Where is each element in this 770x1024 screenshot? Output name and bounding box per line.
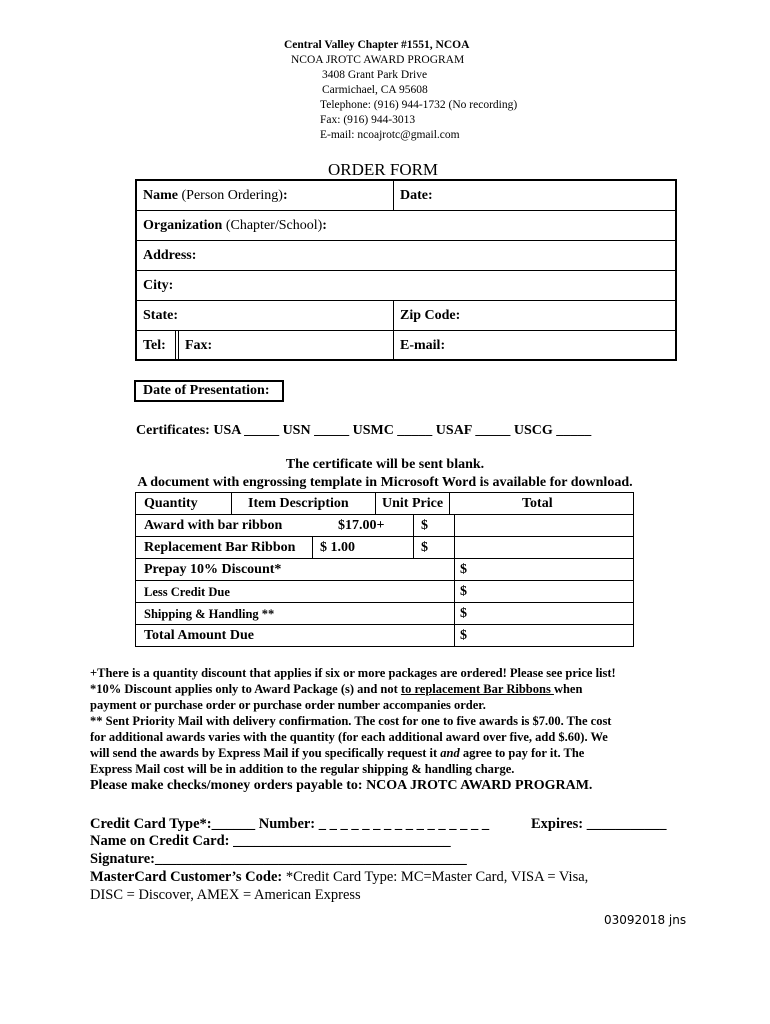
fax-number: Fax: (916) 944-3013 (320, 114, 416, 126)
shipping-note-3 (90, 745, 584, 762)
divider (175, 331, 176, 359)
table-row-item: Replacement Bar Ribbon (144, 540, 296, 555)
city-field[interactable]: City: (143, 278, 174, 293)
quantity-discount-note: +There is a quantity discount that applies if six or more packages are ordered! Please see price list! (90, 666, 616, 680)
document-id: 03092018 jns (604, 913, 687, 927)
payable-note: Please make checks/money orders payable to: NCOA JROTC AWARD PROGRAM. (90, 778, 593, 793)
colon: : (282, 188, 288, 203)
card-type-legend: *Credit Card Type: MC=Master Card, VISA = Visa, (282, 869, 589, 885)
name-hint: (Person Ordering) (181, 188, 283, 203)
table-row-price: $ 1.00 (320, 540, 355, 555)
credit-row-label: Less Credit Due (144, 585, 230, 599)
organization-row (137, 211, 675, 241)
tel-field[interactable]: Tel: (143, 338, 166, 353)
state-zip-row (137, 301, 675, 331)
expires-field[interactable]: Expires: ___________ (531, 816, 667, 832)
total-row-total[interactable]: $ (460, 628, 467, 643)
organization-field[interactable] (137, 211, 675, 240)
table-row-total[interactable]: $ (421, 540, 428, 555)
address-field[interactable]: Address: (143, 248, 197, 263)
discount-note-underlined: to replacement Bar Ribbons (400, 682, 554, 696)
name-field[interactable] (137, 181, 392, 210)
discount-row-label: Prepay 10% Discount* (144, 562, 282, 577)
signature-field[interactable]: Signature:___________________________________________ (90, 851, 467, 867)
template-download-notice: A document with engrossing template in Microsoft Word is available for download. (137, 475, 633, 490)
table-row-price: $17.00+ (338, 518, 385, 533)
credit-card-type-line[interactable]: Credit Card Type*:______ Number: _ _ _ _ _ _ _ _ _ _ _ _ _ _ _ _ (90, 816, 490, 832)
mastercard-code-label: MasterCard Customer’s Code: (90, 869, 283, 885)
program-name: NCOA JROTC AWARD PROGRAM (291, 54, 465, 66)
discount-note (90, 681, 582, 698)
discount-note-text: when (553, 682, 583, 696)
shipping-note-italic: and (440, 746, 460, 760)
zip-field[interactable]: Zip Code: (400, 308, 461, 323)
mastercard-code-line (90, 868, 588, 887)
name-date-row (137, 181, 675, 211)
contact-row (137, 331, 675, 359)
organization-hint: (Chapter/School) (225, 218, 323, 233)
fax-field[interactable]: Fax: (185, 338, 213, 353)
email-address: E-mail: ncoajrotc@gmail.com (320, 129, 460, 141)
certificates-line: Certificates: USA _____ USN _____ USMC _____ USAF _____ USCG _____ (136, 423, 592, 438)
name-label: Name (143, 188, 178, 203)
shipping-row-label: Shipping & Handling ** (144, 607, 275, 621)
name-on-card-field[interactable]: Name on Credit Card: ______________________________ (90, 833, 451, 849)
shipping-note-2: for additional awards varies with the quantity (for each additional award over five, add $.60). We (90, 730, 608, 744)
blank-certificate-notice: The certificate will be sent blank. (285, 457, 485, 472)
price-table (135, 492, 634, 647)
discount-note-cont: payment or purchase order or purchase order number accompanies order. (90, 698, 486, 712)
table-row-total[interactable]: $ (421, 518, 428, 533)
header-unit-price: Unit Price (382, 496, 444, 511)
header-quantity: Quantity (144, 496, 198, 511)
credit-row-total[interactable]: $ (460, 584, 467, 599)
header-item-description: Item Description (248, 496, 349, 511)
city-row (137, 271, 675, 301)
state-field[interactable]: State: (143, 308, 178, 323)
shipping-row-total[interactable]: $ (460, 606, 467, 621)
street-address: 3408 Grant Park Drive (322, 69, 428, 81)
city-address: Carmichael, CA 95608 (322, 84, 428, 96)
discount-row-total[interactable]: $ (460, 562, 467, 577)
total-row-label: Total Amount Due (144, 628, 254, 643)
header-total: Total (522, 496, 553, 511)
email-field[interactable]: E-mail: (400, 338, 446, 353)
form-title: ORDER FORM (328, 160, 439, 179)
shipping-note-4: Express Mail cost will be in addition to the regular shipping & handling charge. (90, 762, 515, 776)
table-row-item: Award with bar ribbon (144, 518, 283, 533)
date-field[interactable]: Date: (400, 188, 433, 203)
shipping-note-text: agree to pay for it. The (459, 746, 585, 760)
address-row (137, 241, 675, 271)
date-of-presentation-field[interactable]: Date of Presentation: (134, 380, 284, 402)
telephone: Telephone: (916) 944-1732 (No recording) (320, 99, 518, 111)
card-type-legend-cont: DISC = Discover, AMEX = American Express (90, 887, 361, 903)
org-name: Central Valley Chapter #1551, NCOA (284, 39, 470, 51)
colon: : (322, 218, 327, 233)
shipping-note-1: ** Sent Priority Mail with delivery confirmation. The cost for one to five awards is $7.00. The cost (90, 714, 612, 728)
order-form-box (135, 179, 677, 361)
shipping-note-text: will send the awards by Express Mail if you specifically request it (90, 746, 441, 760)
organization-label: Organization (143, 218, 223, 233)
discount-note-text: *10% Discount applies only to Award Package (s) and not (90, 682, 401, 696)
